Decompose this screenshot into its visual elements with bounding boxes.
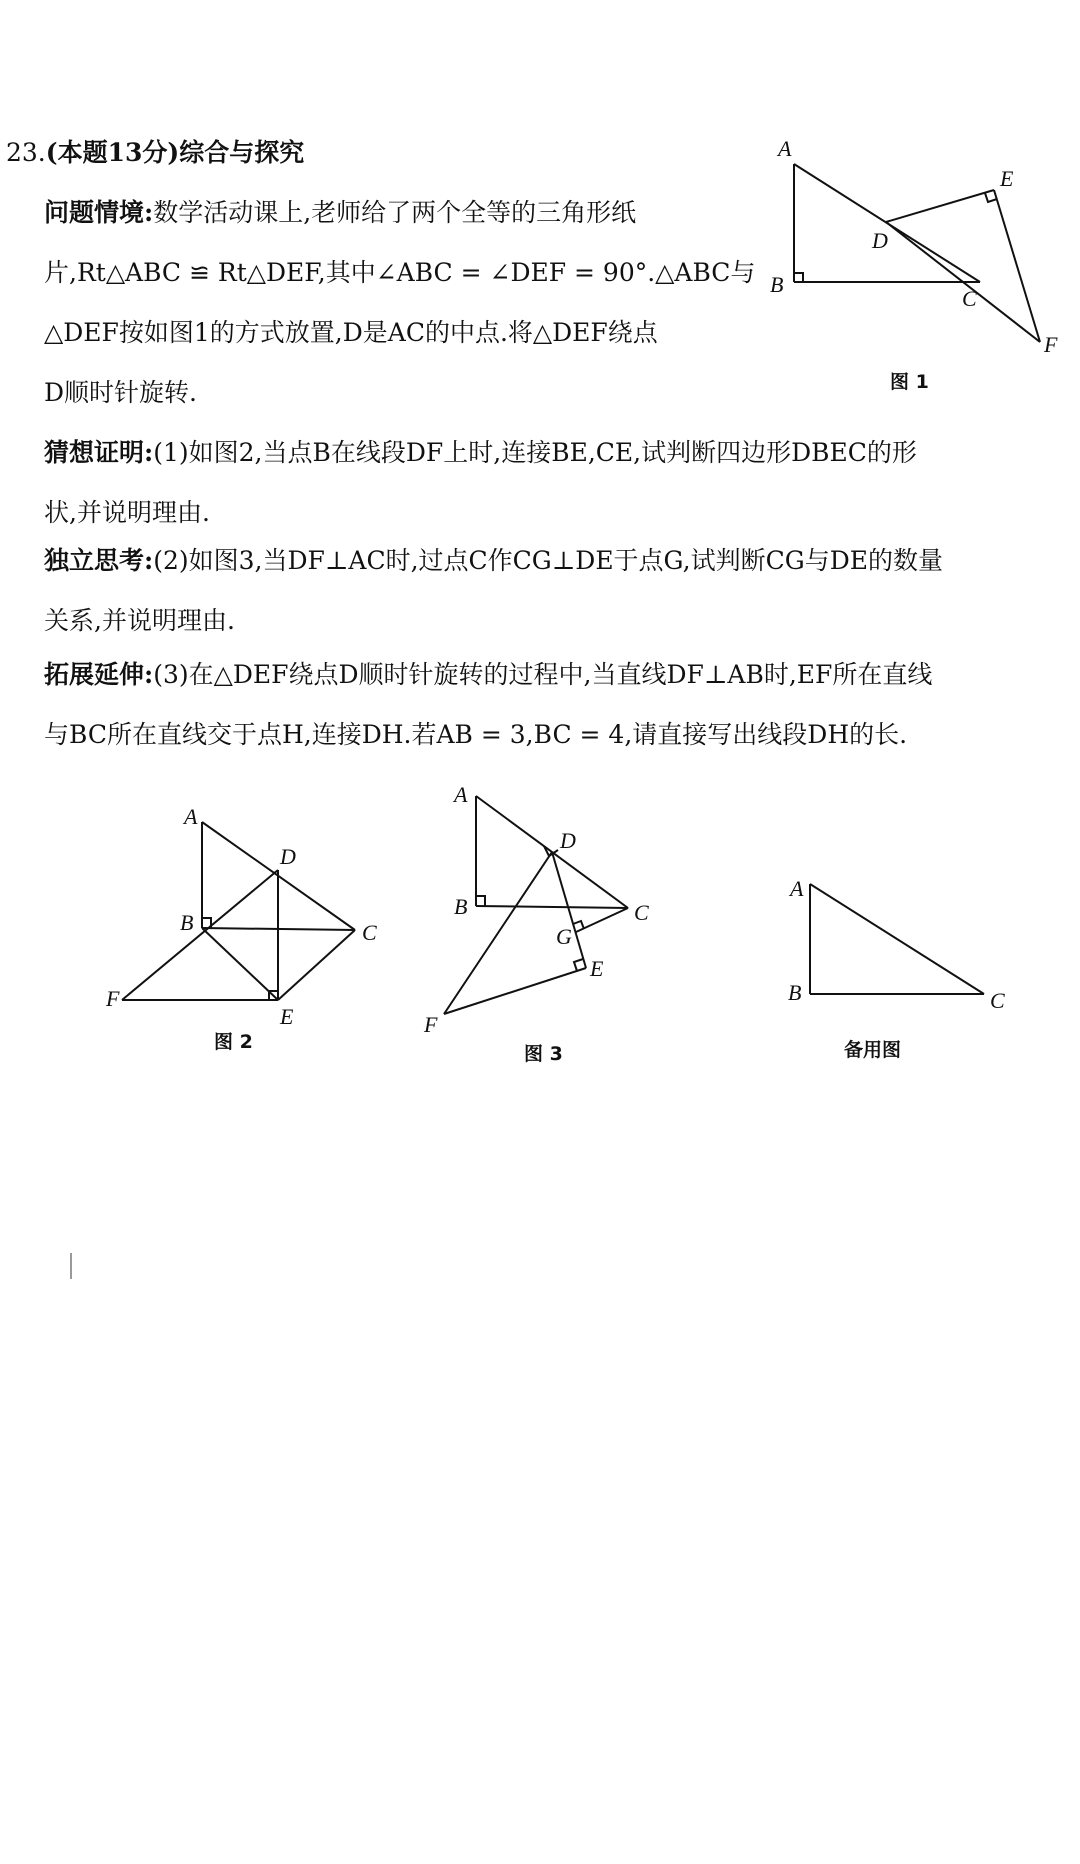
label-b: B bbox=[770, 272, 784, 297]
label-e: E bbox=[1000, 166, 1014, 191]
right-angle-mark-b bbox=[476, 896, 485, 906]
text-l4: D顺时针旋转. bbox=[44, 378, 197, 407]
text-line-3 bbox=[44, 320, 658, 345]
text-line-8 bbox=[44, 608, 235, 633]
label-c: C bbox=[990, 988, 1005, 1013]
label-a: A bbox=[454, 782, 468, 807]
segment-ac bbox=[810, 884, 984, 994]
segment-bc bbox=[476, 906, 628, 908]
text-l6: 状,并说明理由. bbox=[44, 498, 210, 527]
label-a: A bbox=[790, 876, 804, 901]
label-f: F bbox=[1044, 332, 1058, 357]
text-l7: (2)如图3,当DF⊥AC时,过点C作CG⊥DE于点G,试判断CG与DE的数量 bbox=[153, 546, 943, 575]
label-f: F bbox=[106, 986, 120, 1011]
label-a: A bbox=[184, 804, 198, 829]
figure-1-caption: 图 1 bbox=[890, 371, 929, 393]
text-line-2 bbox=[44, 260, 755, 285]
text-line-1 bbox=[44, 200, 636, 225]
problem-header bbox=[6, 140, 304, 165]
problem-number: 23. bbox=[6, 138, 46, 167]
right-angle-mark-b bbox=[794, 273, 803, 282]
label-b: B bbox=[788, 980, 802, 1005]
text-l8: 关系,并说明理由. bbox=[44, 606, 235, 635]
label-e: E bbox=[590, 956, 604, 981]
label-e: E bbox=[280, 1004, 294, 1029]
text-line-10 bbox=[44, 722, 907, 747]
text-l3: △DEF按如图1的方式放置,D是AC的中点.将△DEF绕点 bbox=[44, 318, 658, 347]
figure-1 bbox=[750, 130, 1080, 400]
segment-fe bbox=[444, 968, 586, 1014]
figure-3 bbox=[410, 770, 680, 1070]
text-line-6 bbox=[44, 500, 210, 525]
label-g: G bbox=[556, 924, 572, 949]
label-d: D bbox=[872, 228, 888, 253]
text-l1: 数学活动课上,老师给了两个全等的三角形纸 bbox=[153, 198, 637, 227]
text-line-5 bbox=[44, 440, 917, 465]
problem-title: (本题13分)综合与探究 bbox=[45, 138, 305, 167]
figure-2 bbox=[100, 790, 390, 1070]
segment-ef bbox=[994, 190, 1040, 342]
label-a: A bbox=[778, 136, 792, 161]
figure-3-caption: 图 3 bbox=[524, 1043, 563, 1065]
segment-be bbox=[202, 928, 278, 1000]
section-label-independent: 独立思考: bbox=[44, 546, 154, 575]
segment-de bbox=[886, 190, 994, 222]
section-label-conjecture: 猜想证明: bbox=[44, 438, 154, 467]
segment-df bbox=[444, 852, 552, 1014]
label-f: F bbox=[424, 1012, 438, 1037]
scan-mark bbox=[70, 1253, 72, 1279]
label-d: D bbox=[560, 828, 576, 853]
figure-spare bbox=[780, 870, 1030, 1070]
label-b: B bbox=[454, 894, 468, 919]
section-label-situation: 问题情境: bbox=[44, 198, 154, 227]
figure-spare-caption: 备用图 bbox=[844, 1039, 902, 1061]
label-c: C bbox=[634, 900, 649, 925]
text-line-7 bbox=[44, 548, 943, 573]
text-line-4 bbox=[44, 380, 197, 405]
segment-ce bbox=[278, 930, 355, 1000]
label-d: D bbox=[280, 844, 296, 869]
section-label-extension: 拓展延伸: bbox=[44, 660, 154, 689]
segment-df bbox=[122, 870, 278, 1000]
segment-de bbox=[552, 852, 586, 968]
text-l5: (1)如图2,当点B在线段DF上时,连接BE,CE,试判断四边形DBEC的形 bbox=[153, 438, 917, 467]
text-l2: 片,Rt△ABC ≌ Rt△DEF,其中∠ABC = ∠DEF = 90°.△ABC与 bbox=[44, 258, 756, 287]
label-b: B bbox=[180, 910, 194, 935]
text-l9: (3)在△DEF绕点D顺时针旋转的过程中,当直线DF⊥AB时,EF所在直线 bbox=[153, 660, 933, 689]
label-c: C bbox=[962, 286, 977, 311]
text-line-9 bbox=[44, 662, 932, 687]
label-c: C bbox=[362, 920, 377, 945]
figure-2-caption: 图 2 bbox=[214, 1031, 253, 1053]
text-l10: 与BC所在直线交于点H,连接DH.若AB = 3,BC = 4,请直接写出线段DH的长. bbox=[44, 720, 908, 749]
